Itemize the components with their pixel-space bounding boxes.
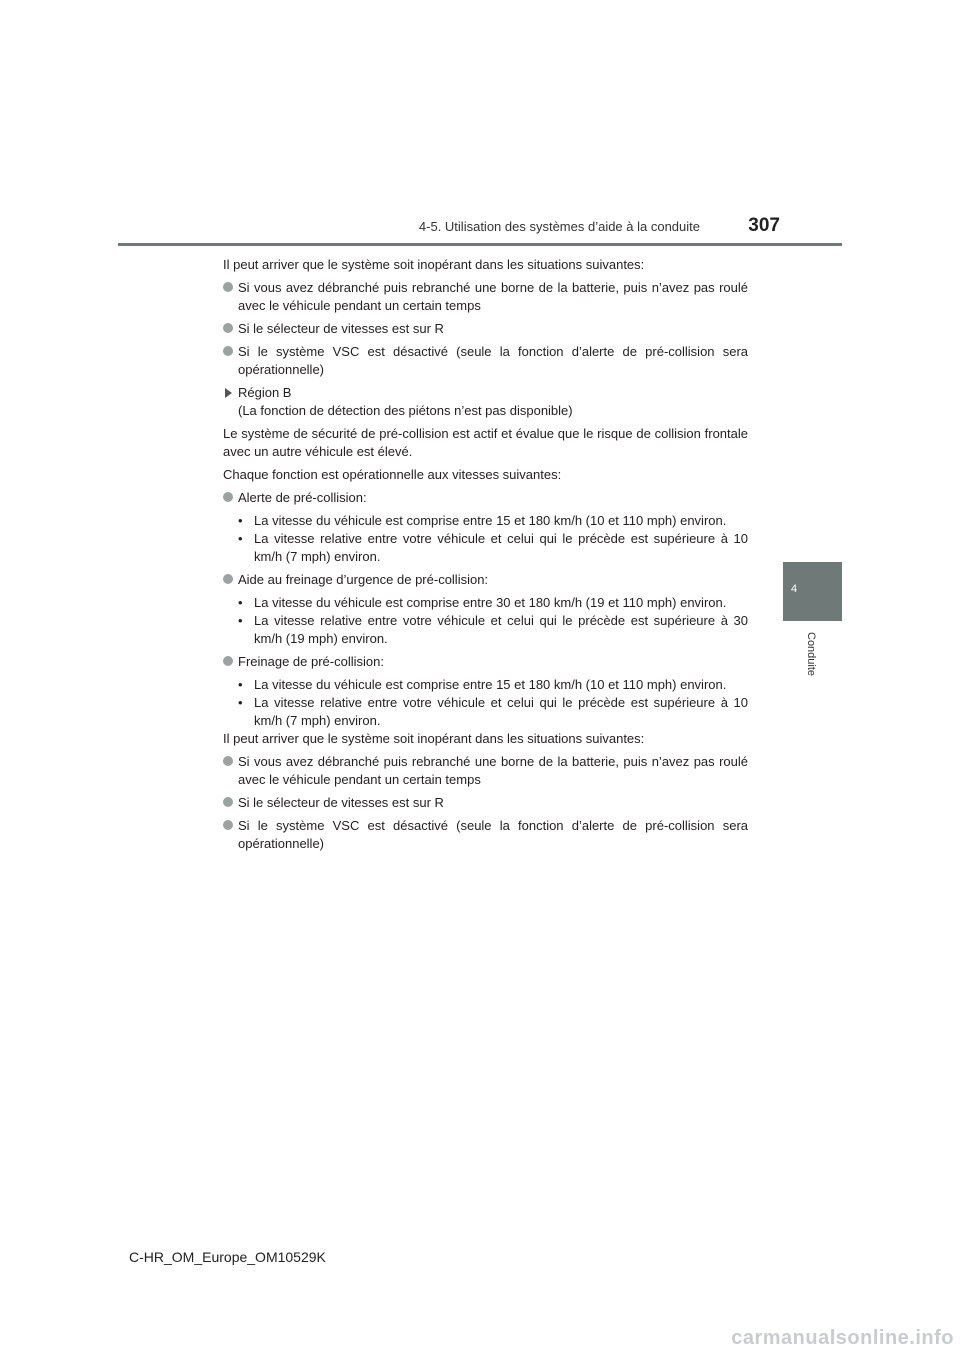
- bullet-dot-icon: [223, 797, 233, 807]
- intro-paragraph: Il peut arriver que le système soit inopérant dans les situations suivantes:: [223, 257, 645, 272]
- document-code: C-HR_OM_Europe_OM10529K: [129, 1249, 326, 1265]
- sub-list-item: • La vitesse du véhicule est comprise entre 15 et 180 km/h (10 et 110 mph) environ.: [238, 677, 727, 692]
- triangle-arrow-icon: [225, 388, 232, 398]
- sub-list-item: • La vitesse du véhicule est comprise entre 15 et 180 km/h (10 et 110 mph) environ.: [238, 513, 727, 528]
- body-paragraph: Chaque fonction est opérationnelle aux vitesses suivantes:: [223, 467, 562, 482]
- sub-bullet-icon: •: [238, 677, 243, 692]
- watermark: carmanualsonline.info: [731, 1327, 954, 1349]
- sub-bullet-icon: •: [238, 513, 243, 528]
- list-item: [223, 320, 748, 338]
- bullet-text: Freinage de pré-collision:: [238, 654, 384, 669]
- bullet-dot-icon: [223, 756, 233, 766]
- bullet-dot-icon: [223, 346, 233, 356]
- bullet-text: Si vous avez débranché puis rebranché une borne de la batterie, puis n’avez pas roulé avec le véhicule pendant un certain temps: [238, 280, 748, 313]
- chapter-label: Conduite: [805, 632, 817, 677]
- list-item: [223, 279, 748, 315]
- sub-list: [238, 676, 748, 730]
- bullet-text: Si vous avez débranché puis rebranché une borne de la batterie, puis n’avez pas roulé avec le véhicule pendant un certain temps: [238, 754, 748, 787]
- sub-list-item: • La vitesse relative entre votre véhicule et celui qui le précède est supérieure à 10 km/h (7 mph) environ.: [238, 695, 748, 728]
- list-item: [223, 817, 748, 853]
- bullet-dot-icon: [223, 574, 233, 584]
- list-item: [223, 653, 748, 671]
- sub-list: [238, 594, 748, 648]
- sub-bullet-icon: •: [238, 531, 243, 546]
- list-item: [223, 489, 748, 507]
- list-item: [223, 753, 748, 789]
- bullet-text: Alerte de pré-collision:: [238, 490, 367, 505]
- list-item: [223, 571, 748, 589]
- bullet-text: Si le système VSC est désactivé (seule la fonction d’alerte de pré-collision sera opérationnelle): [238, 344, 748, 377]
- bullet-text: Si le système VSC est désactivé (seule la fonction d’alerte de pré-collision sera opérationnelle): [238, 818, 748, 851]
- sub-bullet-icon: •: [238, 695, 243, 710]
- sub-bullet-icon: •: [238, 613, 243, 628]
- page-number: 307: [748, 215, 780, 236]
- list-item: [223, 794, 748, 812]
- bullet-dot-icon: [223, 282, 233, 292]
- bullet-text: Si le sélecteur de vitesses est sur R: [238, 321, 444, 336]
- chapter-tab: [783, 562, 842, 621]
- sub-list: [238, 512, 748, 566]
- region-heading: [223, 384, 748, 420]
- bullet-text: Aide au freinage d’urgence de pré-collision:: [238, 572, 489, 587]
- section-title: 4-5. Utilisation des systèmes d’aide à la conduite: [418, 219, 700, 234]
- region-title: Région B: [238, 385, 292, 400]
- bullet-dot-icon: [223, 492, 233, 502]
- body-paragraph: Le système de sécurité de pré-collision est actif et évalue que le risque de collision frontale avec un autre véhicule est élevé.: [223, 426, 748, 459]
- bullet-dot-icon: [223, 820, 233, 830]
- bullet-text: Si le sélecteur de vitesses est sur R: [238, 795, 444, 810]
- sub-list-item: • La vitesse relative entre votre véhicule et celui qui le précède est supérieure à 30 km/h (19 mph) environ.: [238, 613, 748, 646]
- sub-bullet-icon: •: [238, 595, 243, 610]
- page-content: [223, 256, 748, 858]
- header-divider: [118, 243, 842, 246]
- body-paragraph: Il peut arriver que le système soit inopérant dans les situations suivantes:: [223, 731, 645, 746]
- chapter-number: 4: [791, 583, 798, 595]
- list-item: [223, 343, 748, 379]
- sub-list-item: • La vitesse du véhicule est comprise entre 30 et 180 km/h (19 et 110 mph) environ.: [238, 595, 727, 610]
- region-note: (La fonction de détection des piétons n’est pas disponible): [238, 403, 573, 418]
- bullet-dot-icon: [223, 656, 233, 666]
- sub-list-item: • La vitesse relative entre votre véhicule et celui qui le précède est supérieure à 10 km/h (7 mph) environ.: [238, 531, 748, 564]
- bullet-dot-icon: [223, 323, 233, 333]
